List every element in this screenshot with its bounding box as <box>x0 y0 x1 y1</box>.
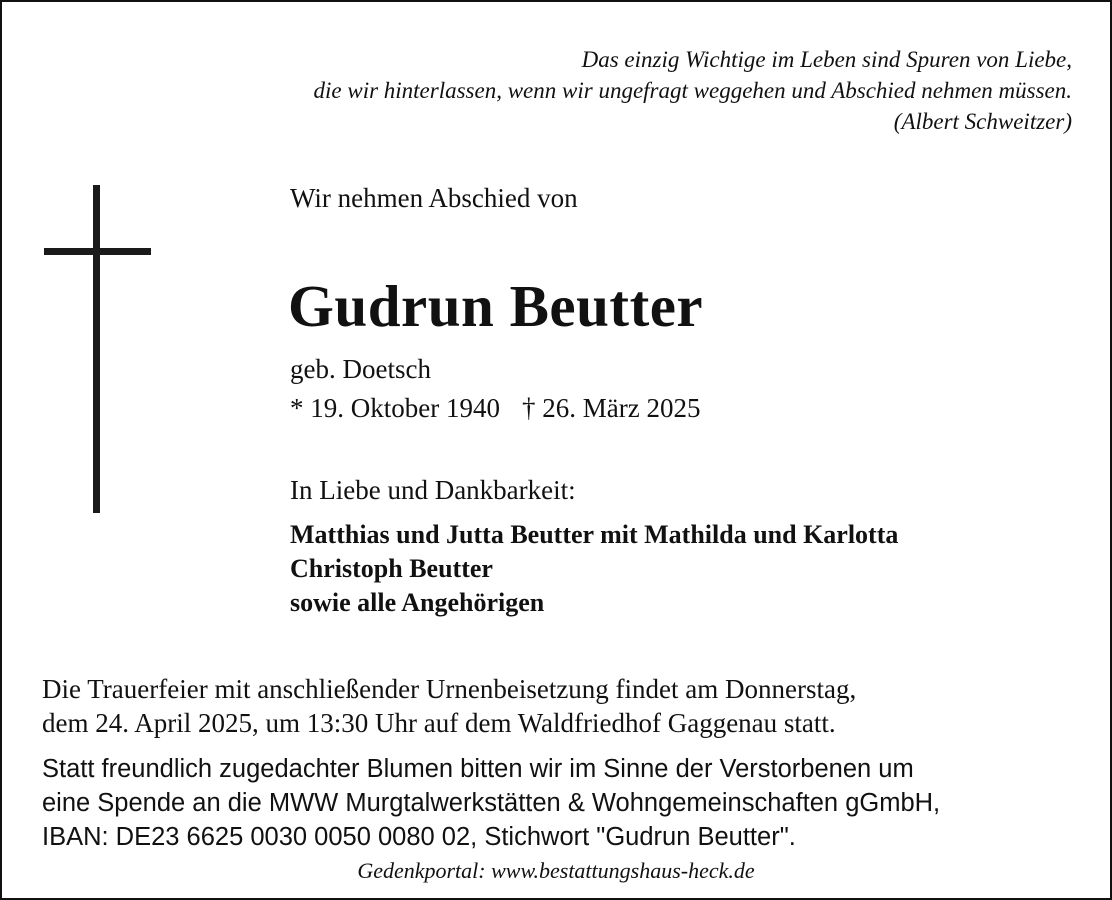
mourner-line: Christoph Beutter <box>290 554 493 583</box>
donation-line: eine Spende an die MWW Murgtalwerkstätten & Wohngemeinschaften gGmbH, <box>42 789 941 817</box>
cross-horizontal-bar <box>44 248 151 255</box>
quote-line: die wir hinterlassen, wenn wir ungefragt weggehen und Abschied nehmen müssen. <box>313 78 1072 103</box>
birth-date: * 19. Oktober 1940 <box>290 393 500 423</box>
mourner-line: Matthias und Jutta Beutter mit Mathilda und Karlotta <box>290 520 899 549</box>
cross-vertical-bar <box>93 185 100 513</box>
donation-info <box>42 752 940 854</box>
birth-name: geb. Doetsch <box>290 354 431 384</box>
mourner-line: sowie alle Angehörigen <box>290 588 545 617</box>
funeral-line: dem 24. April 2025, um 13:30 Uhr auf dem Waldfriedhof Gaggenau statt. <box>42 708 836 738</box>
memorial-portal-link[interactable]: Gedenkportal: www.bestattungshaus-heck.de <box>357 858 755 883</box>
deceased-name: Gudrun Beutter <box>288 273 704 339</box>
funeral-line: Die Trauerfeier mit anschließender Urnenbeisetzung findet am Donnerstag, <box>42 674 857 704</box>
quote-author: (Albert Schweitzer) <box>893 109 1072 134</box>
donation-line: Statt freundlich zugedachter Blumen bitten wir im Sinne der Verstorbenen um <box>42 755 914 783</box>
life-dates <box>290 393 700 424</box>
intro-text: Wir nehmen Abschied von <box>290 183 578 213</box>
quote-line: Das einzig Wichtige im Leben sind Spuren von Liebe, <box>581 47 1072 72</box>
funeral-info <box>42 672 856 740</box>
mourners-list <box>290 518 898 620</box>
quote <box>314 44 1073 137</box>
donation-line: IBAN: DE23 6625 0030 0050 0080 02, Stichwort "Gudrun Beutter". <box>42 823 796 851</box>
cross-icon <box>44 185 152 515</box>
death-date: † 26. März 2025 <box>521 393 701 423</box>
gratitude-text: In Liebe und Dankbarkeit: <box>290 475 576 505</box>
